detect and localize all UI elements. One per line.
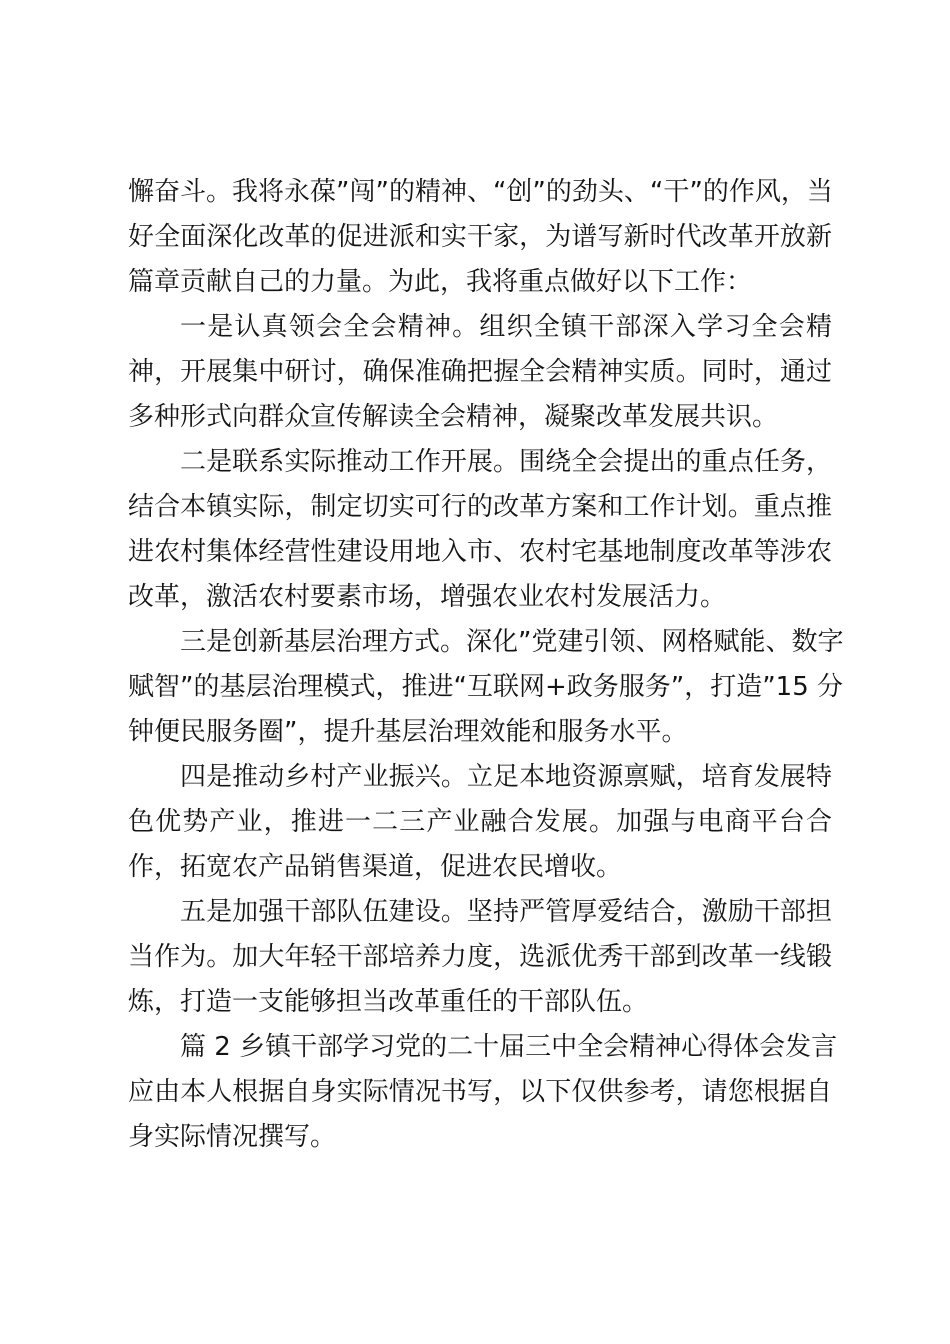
text-line: 篇 2 乡镇干部学习党的二十届三中全会精神心得体会发言 bbox=[180, 1032, 838, 1062]
paragraph-section-2-intro bbox=[128, 1025, 838, 1160]
text-line: 色优势产业，推进一二三产业融合发展。加强与电商平台合 bbox=[128, 807, 832, 837]
text-line: 懈奋斗。我将永葆”闯”的精神、“创”的劲头、“干”的作风，当 bbox=[128, 177, 833, 207]
text-line: 进农村集体经营性建设用地入市、农村宅基地制度改革等涉农 bbox=[128, 537, 832, 567]
paragraph-item-2 bbox=[128, 440, 832, 620]
text-line: 三是创新基层治理方式。深化”党建引领、网格赋能、数字 bbox=[180, 627, 844, 657]
text-line: 好全面深化改革的促进派和实干家，为谱写新时代改革开放新 bbox=[128, 222, 832, 252]
text-line: 多种形式向群众宣传解读全会精神，凝聚改革发展共识。 bbox=[128, 402, 779, 432]
text-line: 应由本人根据自身实际情况书写，以下仅供参考，请您根据自 bbox=[128, 1077, 832, 1107]
paragraph-item-4 bbox=[128, 755, 832, 890]
text-line: 四是推动乡村产业振兴。立足本地资源禀赋，培育发展特 bbox=[180, 762, 832, 792]
document-body bbox=[128, 170, 844, 1160]
text-line: 炼，打造一支能够担当改革重任的干部队伍。 bbox=[128, 987, 649, 1017]
text-line: 改革，激活农村要素市场，增强农业农村发展活力。 bbox=[128, 582, 727, 612]
text-line: 神，开展集中研讨，确保准确把握全会精神实质。同时，通过 bbox=[128, 357, 832, 387]
paragraph-item-5 bbox=[128, 890, 832, 1025]
text-line: 五是加强干部队伍建设。坚持严管厚爱结合，激励干部担 bbox=[180, 897, 832, 927]
text-line: 二是联系实际推动工作开展。围绕全会提出的重点任务， bbox=[180, 447, 832, 477]
text-line: 作，拓宽农产品销售渠道，促进农民增收。 bbox=[128, 852, 623, 882]
paragraph-item-1 bbox=[128, 305, 832, 440]
text-line: 一是认真领会全会精神。组织全镇干部深入学习全会精 bbox=[180, 312, 832, 342]
text-line: 钟便民服务圈”，提升基层治理效能和服务水平。 bbox=[128, 717, 688, 747]
text-line: 赋智”的基层治理模式，推进“互联网+政务服务”，打造”15 分 bbox=[128, 672, 844, 702]
text-line: 身实际情况撰写。 bbox=[128, 1122, 337, 1152]
paragraph-intro bbox=[128, 170, 832, 305]
text-line: 结合本镇实际，制定切实可行的改革方案和工作计划。重点推 bbox=[128, 492, 832, 522]
text-line: 当作为。加大年轻干部培养力度，选派优秀干部到改革一线锻 bbox=[128, 942, 832, 972]
text-line: 篇章贡献自己的力量。为此，我将重点做好以下工作： bbox=[128, 267, 753, 297]
paragraph-item-3 bbox=[128, 620, 844, 755]
